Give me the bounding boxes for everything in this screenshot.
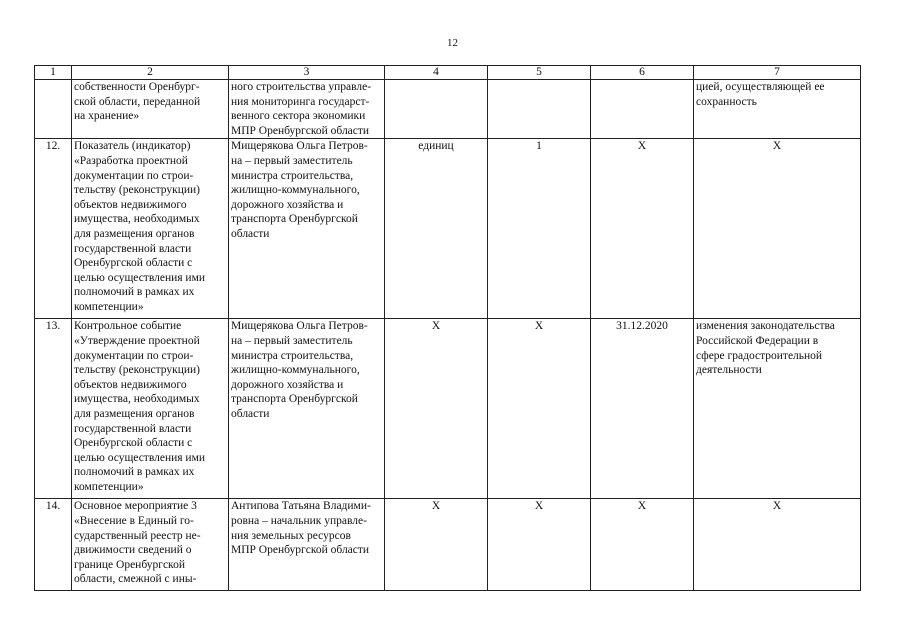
unit-cell: Х: [385, 319, 488, 499]
date-cell: [591, 80, 694, 139]
date-cell: Х: [591, 139, 694, 319]
row-number-cell: 13.: [35, 319, 72, 499]
page-number: 12: [447, 37, 458, 49]
column-header: 3: [229, 66, 385, 80]
column-header: 6: [591, 66, 694, 80]
name-cell: Показатель (индикатор) «Разработка проектной документации по строи- тельству (реконструкции) объектов недвижимого имущества, необходимых для размещения органов государственной власти Оренбургской области с целью осуществления ими полномочий в рамках их компетенции»: [72, 139, 229, 319]
note-cell: Х: [694, 499, 861, 591]
row-number-cell: 14.: [35, 499, 72, 591]
column-header: 5: [488, 66, 591, 80]
row-number-cell: [35, 80, 72, 139]
name-cell: собственности Оренбург- ской области, переданной на хранение»: [72, 80, 229, 139]
unit-cell: [385, 80, 488, 139]
column-header: 1: [35, 66, 72, 80]
row-number-cell: 12.: [35, 139, 72, 319]
responsible-cell: ного строительства управле- ния мониторинга государст- венного сектора экономики МПР Оренбургской области: [229, 80, 385, 139]
column-header: 4: [385, 66, 488, 80]
unit-cell: Х: [385, 499, 488, 591]
column-header: 2: [72, 66, 229, 80]
column-header: 7: [694, 66, 861, 80]
document-table: [34, 65, 861, 591]
responsible-cell: Мищерякова Ольга Петров- на – первый заместитель министра строительства, жилищно-коммунального, дорожного хозяйства и транспорта Оренбургской области: [229, 319, 385, 499]
table-row: [35, 139, 861, 319]
table-row: [35, 80, 861, 139]
responsible-cell: Антипова Татьяна Владими- ровна – начальник управле- ния земельных ресурсов МПР Оренбургской области: [229, 499, 385, 591]
note-cell: цией, осуществляющей ее сохранность: [694, 80, 861, 139]
name-cell: Основное мероприятие 3 «Внесение в Единый го- сударственный реестр не- движимости сведений о границе Оренбургской области, смежной с ины-: [72, 499, 229, 591]
value-cell: [488, 80, 591, 139]
responsible-cell: Мищерякова Ольга Петров- на – первый заместитель министра строительства, жилищно-коммунального, дорожного хозяйства и транспорта Оренбургской области: [229, 139, 385, 319]
date-cell: 31.12.2020: [591, 319, 694, 499]
table-row: [35, 499, 861, 591]
value-cell: Х: [488, 319, 591, 499]
table-row: [35, 319, 861, 499]
note-cell: Х: [694, 139, 861, 319]
note-cell: изменения законодательства Российской Федерации в сфере градостроительной деятельности: [694, 319, 861, 499]
value-cell: Х: [488, 499, 591, 591]
name-cell: Контрольное событие «Утверждение проектной документации по строи- тельству (реконструкции) объектов недвижимого имущества, необходимых для размещения органов государственной власти Оренбургской области с целью осуществления ими полномочий в рамках их компетенции»: [72, 319, 229, 499]
header-row: [35, 66, 861, 80]
unit-cell: единиц: [385, 139, 488, 319]
date-cell: Х: [591, 499, 694, 591]
value-cell: 1: [488, 139, 591, 319]
